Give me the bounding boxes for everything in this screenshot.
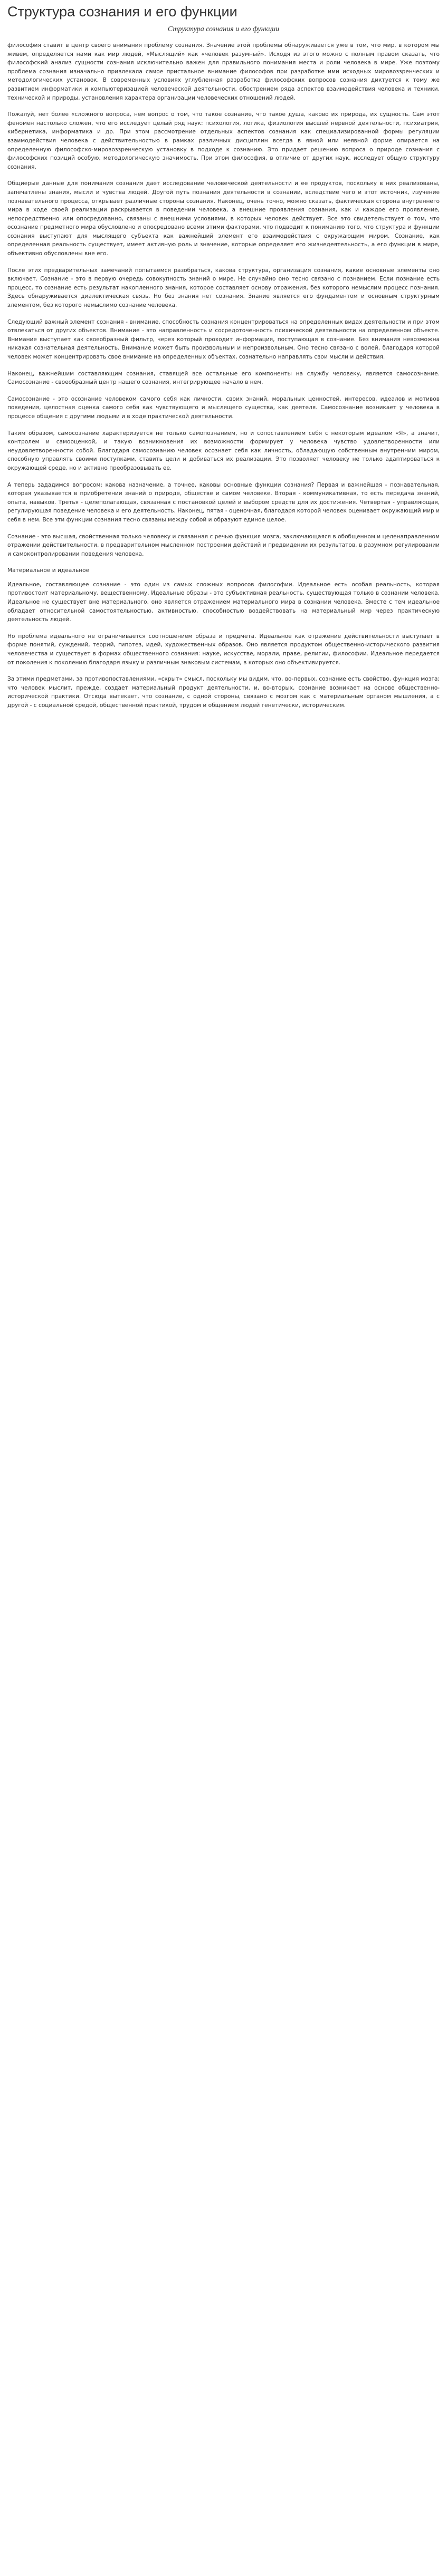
paragraph: А теперь зададимся вопросом: какова назначение, а точнее, каковы основные функции сознания? Первая и важнейшая - познавательная, которая указывается в приобретении знаний о природе, обществе и самом человеке. Вторая - коммуникативная, то есть передача знаний, опыта, навыков. Третья - целеполагающая, связанная с постановкой целей и выбором средств для их достижения. Четвертая - управляющая, регулирующая поведение человека и его деятельность. Наконец, пятая - оценочная, благодаря которой человек оценивает окружающий мир и себя в нем. Все эти функции сознания тесно связаны между собой и образуют единое целое. <box>7 481 440 523</box>
page-title: Структура сознания и его функции <box>7 4 237 20</box>
paragraph: Но проблема идеального не ограничивается соотношением образа и предмета. Идеальное как отражение действительности выступает в форме понятий, суждений, теорий, гипотез, идей, художественных образов. Оно является продуктом общественно-исторического развития человечества и существует в формах общественного сознания: науке, искусстве, морали, праве, религии, философии. Идеальное передается от поколения к поколению благодаря языку и различным знаковым системам, в которых оно объективируется. <box>7 633 440 666</box>
section-heading: Материальное и идеальное <box>7 567 90 574</box>
paragraph: После этих предварительных замечаний попытаемся разобраться, какова структура, организация сознания, какие основные элементы оно включает. Сознание - это в первую очередь совокупность знаний о мире. Не случайно оно тесно связано с познанием. Если познание есть процесс, то сознание есть результат накопленного знания, которое составляет основу отражения, без которого немыслим процесс познания. Здесь обнаруживается диалектическая связь. Но без знания нет сознания. Знание является его фундаментом и основным структурным элементом, без которого немыслимо сознание человека. <box>7 267 440 309</box>
paragraph: За этими предметами, за противопоставлениями, «скрыт» смысл, поскольку мы видим, что, во-первых, сознание есть свойство, функция мозга; что человек мыслит, прежде, создает материальный продукт деятельности, и, во-вторых, сознание возникает на основе общественно-исторической практики. Отсюда вытекает, что сознание, с одной стороны, связано с мозгом как с материальным органом мышления, а с другой - с социальной средой, общественной практикой, трудом и общением людей генетически, историческим. <box>7 676 440 709</box>
paragraph: Пожалуй, нет более «сложного вопроса, нем вопрос о том, что такое сознание, что такое душа, каково их природа, их сущность. Сам этот феномен настолько сложен, что его исследует целый ряд наук: психология, логика, физиология высшей нервной деятельности, психиатрия, кибернетика, информатика и др. При этом рассмотрение отдельных аспектов сознания как специализированной формы регуляции взаимодействия человека с действительностью в рамках различных дисциплин всегда в явной или неявной форме опирается на определенную философско-мировоззренческую установку в подходе к сознанию. Это придает решению вопроса о природе сознания с философских позиций особую, методологическую значимость. При этом философия, в отличие от других наук, исследует общую структуру сознания. <box>7 111 440 170</box>
paragraph: Общиерые данные для понимания сознания дает исследование человеческой деятельности и ее продуктов, поскольку в них реализованы, запечатлены знания, мысли и чувства людей. Другой путь познания деятельности в сознании, вследствие чего и этот источник, изучение познавательного процесса, открывает различные стороны сознания. Наконец, очень точно, можно сказать, фактическая сторона внутреннего мира в ходе своей реализации раскрывается в поведении человека, а внешние проявления сознания, как и каждое его проявление, непосредственно или опосредованно, связаны с внешними условиями, в которых человек действует. Все это свидетельствует о том, что осознание предметного мира обусловлено и опосредовано всеми этими факторами, что подводит к пониманию того, что структура и функции сознания выступают для мыслящего субъекта как важнейший элемент его взаимодействия с окружающим миром. Сознание, как определенная реальность существует, имеет активную роль и значение, которые определяет его жизнедеятельность, а его функции в мире, объективно обусловлены вне его. <box>7 180 440 257</box>
paragraph: Самосознание - это осознание человеком самого себя как личности, своих знаний, моральных ценностей, интересов, идеалов и мотивов поведения, целостная оценка самого себя как чувствующего и мыслящего существа, как деятеля. Самосознание возникает у человека в процессе общения с другими людьми и в ходе практической деятельности. <box>7 395 440 420</box>
paragraph: Следующий важный элемент сознания - внимание, способность сознания концентрироваться на определенных видах деятельности и при этом отвлекаться от других объектов. Внимание - это направленность и сосредоточенность психической деятельности на определенном объекте. Внимание выступает как своеобразный фильтр, через который проходит информация, поступающая в сознание. Без внимания невозможна никакая сознательная деятельность. Внимание может быть произвольным и непроизвольным. Оно тесно связано с волей, благодаря которой человек может концентрировать свое внимание на определенных объектах, сознательно направлять свои мысли и действия. <box>7 318 440 360</box>
article-body <box>7 41 440 710</box>
paragraph: Наконец, важнейшим составляющим сознания, ставящей все остальные его компоненты на службу человеку, является самосознание. Самосознание - своеобразный центр нашего сознания, интегрирующее начало в нем. <box>7 370 440 386</box>
paragraph: философия ставит в центр своего внимания проблему сознания. Значение этой проблемы обнаруживается уже в том, что мир, в котором мы живем, определяется нами как мир людей, «Мыслящий» как «человек разумный». Исходя из этого можно с полным правом сказать, что философский анализ сущности сознания исключительно важен для правильного понимания места и роли человека в мире. Уже поэтому проблема сознания изначально привлекала самое пристальное внимание философов при разработке ими исходных мировоззренческих и методологических установок. В современных условиях углубленная разработка философских вопросов сознания диктуется к тому же развитием информатики и компьютеризацией человеческой деятельности, обострением ряда аспектов взаимодействия человека и техники, технической и природы, установления характера организации человеческих отношений людей. <box>7 42 440 101</box>
paragraph: Сознание - это высшая, свойственная только человеку и связанная с речью функция мозга, заключающаяся в обобщенном и целенаправленном отражении действительности, в предварительном мысленном построении действий и предвидении их результатов, в разумном регулировании и самоконтролировании поведения человека. <box>7 533 440 557</box>
paragraph: Таким образом, самосознание характеризуется не только самопознанием, но и сопоставлением себя с некоторым идеалом «Я», а значит, контролем и самооценкой, и такую возникновения их возможности формирует у человека чувство удовлетворенности или неудовлетворенности собой. Благодаря самосознанию человек осознает себя как личность, обладающую собственным внутренним миром, способную управлять своими поступками, ставить цели и добиваться их реализации. Это позволяет человеку не только адаптироваться к окружающей среде, но и активно преобразовывать ее. <box>7 430 440 471</box>
page-subtitle: Структура сознания и его функции <box>167 25 280 33</box>
paragraph: Идеальное, составляющее сознание - это один из самых сложных вопросов философии. Идеальное есть особая реальность, которая противостоит материальному, вещественному. Идеальные образы - это субъективная реальность, существующая только в сознании человека. Идеальное не существует вне материального, оно является отражением материального мира в сознании человека. Вместе с тем идеальное обладает относительной самостоятельностью, активностью, способностью воздействовать на материальный мир через практическую деятельность людей. <box>7 581 440 623</box>
article-page <box>0 0 447 710</box>
